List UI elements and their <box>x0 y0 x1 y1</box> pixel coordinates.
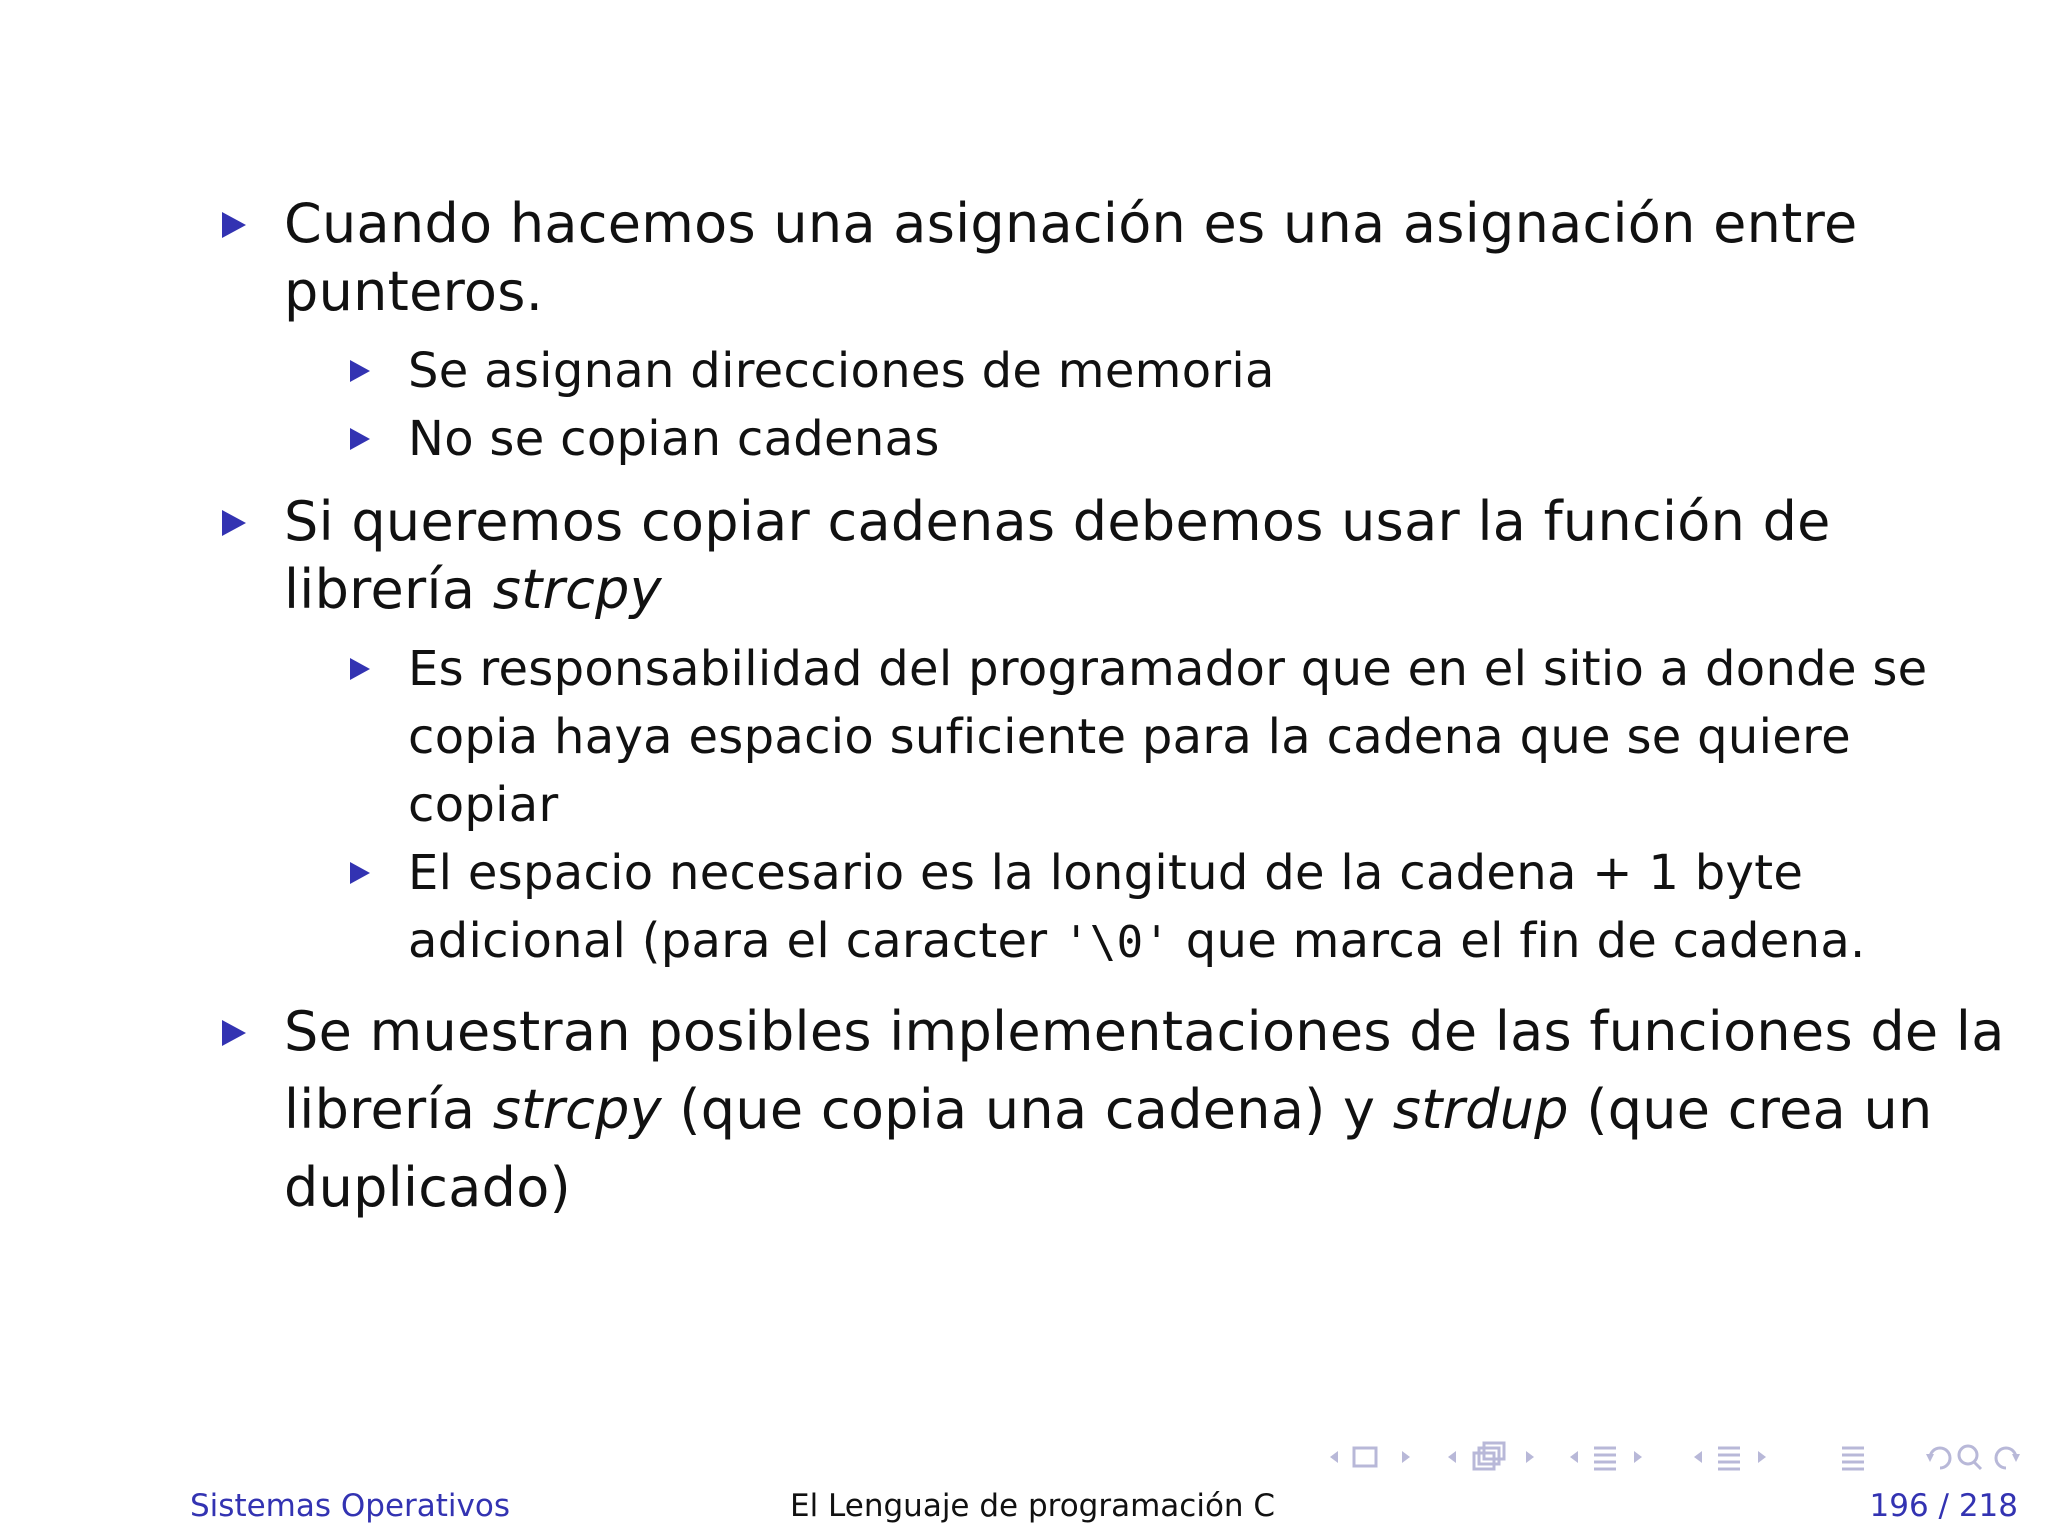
bullet-2-line-1: Si queremos copiar cadenas debemos usar la función de <box>284 490 1831 553</box>
sub-2-line-2-prefix: adicional (para el caracter <box>408 913 1063 969</box>
footer-talk-title: El Lenguaje de programación C <box>790 1488 1276 1524</box>
nav-subsection-icon[interactable] <box>1558 1440 1678 1474</box>
bullet-2-line-2 <box>284 556 662 624</box>
nav-document-icon[interactable] <box>1838 1440 1898 1474</box>
bullet-triangle-icon <box>222 1020 246 1046</box>
bullet-1-line-1: Cuando hacemos una asignación es una asignación entre <box>284 192 1858 255</box>
nav-back-search-icon[interactable] <box>1924 1440 2024 1474</box>
bullet-2-line-2-prefix: librería <box>284 558 493 621</box>
bullet-2-sub-2-line-1: El espacio necesario es la longitud de la cadena + 1 byte <box>408 845 1804 901</box>
b3-part-c: (que copia una cadena) y <box>661 1078 1393 1141</box>
bullet-2-sub-1-line-3: copiar <box>408 777 559 833</box>
footer <box>0 1488 2048 1536</box>
sub-2-line-2-suffix: que marca el fin de cadena. <box>1170 913 1866 969</box>
null-char-code: '\0' <box>1062 917 1171 968</box>
b3-part-e: (que crea un <box>1568 1078 1933 1141</box>
sub-bullet-triangle-icon <box>350 360 370 382</box>
footer-course-title: Sistemas Operativos <box>190 1488 510 1524</box>
sub-bullet-triangle-icon <box>350 428 370 450</box>
bullet-3-line-1: Se muestran posibles implementaciones de las funciones de la <box>284 1000 2005 1063</box>
nav-frame-icon[interactable] <box>1436 1440 1556 1474</box>
bullet-1-sub-2: No se copian cadenas <box>408 411 940 467</box>
strcpy-term: strcpy <box>492 1078 662 1141</box>
b3-part-a: librería <box>284 1078 493 1141</box>
strcpy-term: strcpy <box>492 558 662 621</box>
bullet-2-sub-1-line-2: copia haya espacio suficiente para la cadena que se quiere <box>408 709 1851 765</box>
bullet-1-sub-1: Se asignan direcciones de memoria <box>408 343 1275 399</box>
strdup-term: strdup <box>1392 1078 1569 1141</box>
nav-prev-slide-icon[interactable] <box>1318 1440 1438 1474</box>
bullet-3-line-3: duplicado) <box>284 1156 571 1219</box>
bullet-1-line-2: punteros. <box>284 260 544 323</box>
navigation-bar <box>1318 1440 2038 1474</box>
bullet-triangle-icon <box>222 212 246 238</box>
sub-bullet-triangle-icon <box>350 658 370 680</box>
nav-section-icon[interactable] <box>1682 1440 1802 1474</box>
bullet-2-sub-2-line-2 <box>408 907 1866 977</box>
footer-page-number: 196 / 218 <box>1869 1488 2018 1524</box>
bullet-3-line-2 <box>284 1076 1933 1144</box>
bullet-triangle-icon <box>222 510 246 536</box>
bullet-2-sub-1-line-1: Es responsabilidad del programador que en el sitio a donde se <box>408 641 1928 697</box>
sub-bullet-triangle-icon <box>350 862 370 884</box>
